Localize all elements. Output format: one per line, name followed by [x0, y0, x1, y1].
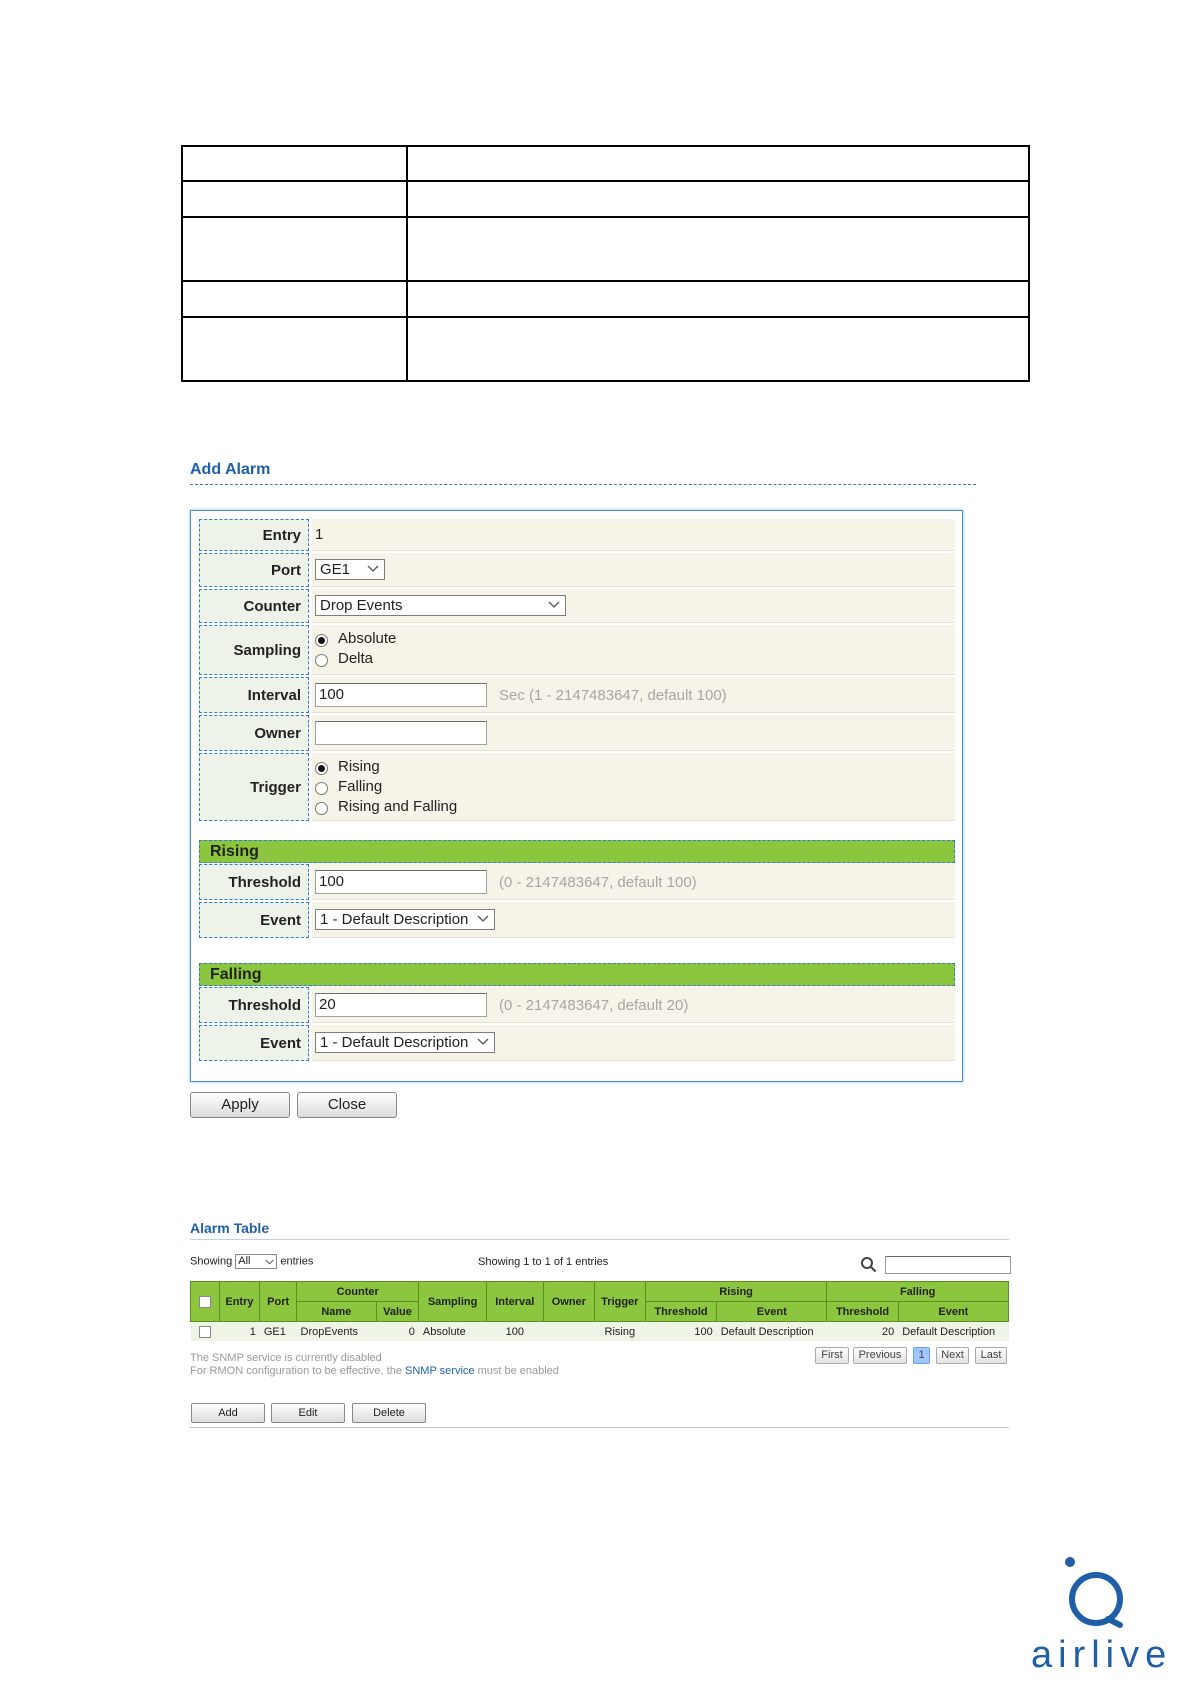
- add-alarm-form: [190, 510, 963, 1082]
- last-page-button[interactable]: Last: [975, 1347, 1007, 1364]
- rmon-note: For RMON configuration to be effective, the SNMP service must be enabled: [190, 1365, 559, 1377]
- sampling-delta-radio[interactable]: [315, 654, 328, 667]
- close-button[interactable]: Close: [297, 1092, 397, 1118]
- counter-select[interactable]: Drop Events: [315, 595, 566, 616]
- rising-event-row: [199, 902, 955, 938]
- row-falling-event: Default Description: [898, 1322, 1008, 1342]
- falling-event-header: Event: [898, 1302, 1008, 1322]
- owner-header: Owner: [543, 1282, 594, 1322]
- chevron-down-icon: [367, 562, 379, 574]
- chevron-down-icon: [548, 598, 560, 610]
- port-label: Port: [199, 553, 309, 587]
- row-entry: 1: [219, 1322, 260, 1342]
- entries-select[interactable]: All: [235, 1254, 277, 1269]
- snmp-service-link[interactable]: SNMP service: [405, 1365, 475, 1377]
- add-button[interactable]: Add: [191, 1403, 265, 1423]
- edit-button[interactable]: Edit: [271, 1403, 345, 1423]
- trigger-rising-radio[interactable]: [315, 762, 328, 775]
- airlive-logo-text: airlive: [1031, 1634, 1173, 1675]
- trigger-falling-label: Falling: [338, 778, 383, 795]
- select-all-header: [191, 1282, 220, 1322]
- counter-value-header: Value: [376, 1302, 419, 1322]
- sampling-label: Sampling: [199, 625, 309, 675]
- rising-header: Rising: [645, 1282, 827, 1302]
- table-row[interactable]: [191, 1322, 1009, 1342]
- first-page-button[interactable]: First: [815, 1347, 849, 1364]
- owner-row: [199, 715, 955, 751]
- row-rising-event: Default Description: [717, 1322, 827, 1342]
- counter-name-header: Name: [297, 1302, 377, 1322]
- row-rising-threshold: 100: [645, 1322, 716, 1342]
- interval-header: Interval: [486, 1282, 543, 1322]
- chevron-down-icon: [477, 912, 489, 924]
- entry-value: 1: [315, 526, 324, 543]
- falling-threshold-header: Threshold: [827, 1302, 898, 1322]
- rising-section-header: Rising: [199, 840, 955, 863]
- rising-threshold-label: Threshold: [199, 864, 309, 900]
- bottom-divider: [190, 1427, 1009, 1428]
- port-select[interactable]: GE1: [315, 559, 385, 580]
- owner-input[interactable]: [315, 721, 487, 745]
- previous-page-button[interactable]: Previous: [853, 1347, 907, 1364]
- row-trigger: Rising: [594, 1322, 645, 1342]
- rising-threshold-input[interactable]: 100: [315, 870, 487, 894]
- select-all-checkbox[interactable]: [199, 1296, 211, 1308]
- falling-event-label: Event: [199, 1025, 309, 1061]
- trigger-both-label: Rising and Falling: [338, 798, 458, 815]
- entry-row: [199, 519, 955, 551]
- counter-row: [199, 589, 955, 623]
- row-checkbox[interactable]: [199, 1326, 211, 1338]
- apply-button[interactable]: Apply: [190, 1092, 290, 1118]
- snmp-disabled-note: The SNMP service is currently disabled: [190, 1352, 382, 1364]
- row-port: GE1: [260, 1322, 297, 1342]
- alarm-table-title: Alarm Table: [190, 1220, 270, 1236]
- next-page-button[interactable]: Next: [936, 1347, 969, 1364]
- sampling-delta-label: Delta: [338, 650, 374, 667]
- sampling-absolute-radio[interactable]: [315, 634, 328, 647]
- falling-threshold-row: [199, 987, 955, 1023]
- sampling-absolute-label: Absolute: [338, 630, 397, 647]
- row-sampling: Absolute: [419, 1322, 486, 1342]
- rising-event-label: Event: [199, 902, 309, 938]
- trigger-header: Trigger: [594, 1282, 645, 1322]
- row-owner: [543, 1322, 594, 1342]
- rising-threshold-row: [199, 864, 955, 900]
- airlive-logo: [1030, 1555, 1180, 1675]
- sampling-header: Sampling: [419, 1282, 486, 1322]
- counter-header: Counter: [297, 1282, 419, 1302]
- port-row: [199, 553, 955, 587]
- falling-threshold-hint: (0 - 2147483647, default 20): [499, 997, 689, 1014]
- trigger-falling-radio[interactable]: [315, 782, 328, 795]
- falling-header: Falling: [827, 1282, 1009, 1302]
- interval-hint: Sec (1 - 2147483647, default 100): [499, 687, 727, 704]
- alarm-table-divider: [190, 1239, 1009, 1240]
- rising-event-select[interactable]: 1 - Default Description: [315, 909, 495, 930]
- entry-header: Entry: [219, 1282, 260, 1322]
- current-page-button[interactable]: 1: [913, 1347, 930, 1364]
- trigger-both-radio[interactable]: [315, 802, 328, 815]
- interval-input[interactable]: 100: [315, 683, 487, 707]
- interval-row: [199, 677, 955, 713]
- trigger-rising-label: Rising: [338, 758, 380, 775]
- showing-info: Showing 1 to 1 of 1 entries: [478, 1256, 609, 1268]
- port-header: Port: [260, 1282, 297, 1322]
- chevron-down-icon: [477, 1035, 489, 1047]
- delete-button[interactable]: Delete: [352, 1403, 426, 1423]
- empty-document-table: [181, 145, 1030, 382]
- row-falling-threshold: 20: [827, 1322, 898, 1342]
- interval-label: Interval: [199, 677, 309, 713]
- add-alarm-title: Add Alarm: [190, 461, 271, 478]
- rising-event-header: Event: [717, 1302, 827, 1322]
- title-divider: [190, 484, 976, 485]
- falling-threshold-label: Threshold: [199, 987, 309, 1023]
- chevron-down-icon: [265, 1257, 274, 1266]
- search-icon: [860, 1256, 877, 1273]
- row-counter-name: DropEvents: [297, 1322, 377, 1342]
- falling-event-row: [199, 1025, 955, 1061]
- alarm-table: [190, 1281, 1009, 1341]
- owner-label: Owner: [199, 715, 309, 751]
- row-counter-value: 0: [376, 1322, 419, 1342]
- falling-section-header: Falling: [199, 963, 955, 986]
- falling-threshold-input[interactable]: 20: [315, 993, 487, 1017]
- showing-control: Showing All entries: [190, 1255, 314, 1268]
- falling-event-select[interactable]: 1 - Default Description: [315, 1032, 495, 1053]
- row-interval: 100: [486, 1322, 543, 1342]
- rising-threshold-hint: (0 - 2147483647, default 100): [499, 874, 697, 891]
- trigger-row: [199, 753, 955, 821]
- rising-threshold-header: Threshold: [645, 1302, 716, 1322]
- trigger-label: Trigger: [199, 753, 309, 821]
- counter-label: Counter: [199, 589, 309, 623]
- entry-label: Entry: [199, 519, 309, 551]
- sampling-row: [199, 625, 955, 675]
- search-input[interactable]: [885, 1256, 1011, 1274]
